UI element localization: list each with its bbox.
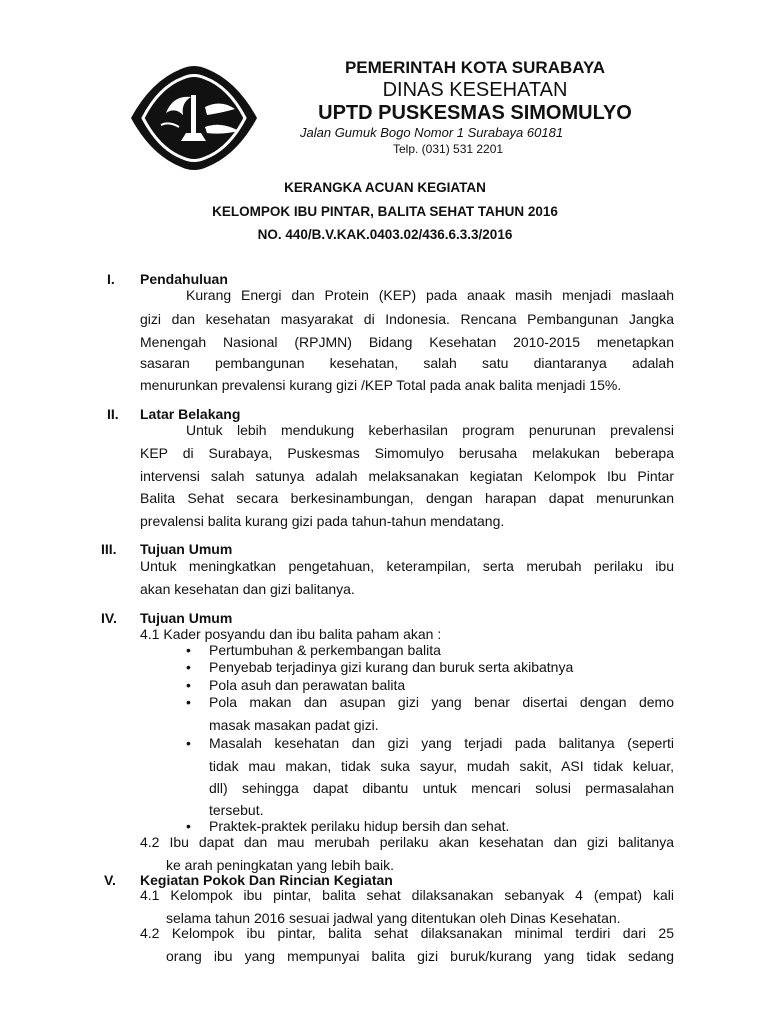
bullet-icon: • bbox=[186, 818, 191, 834]
section-2-line: prevalensi balita kurang gizi pada tahun-tahun mendatang. bbox=[140, 513, 505, 529]
bullet-icon: • bbox=[186, 677, 191, 693]
document-title: KERANGKA ACUAN KEGIATAN bbox=[284, 180, 486, 195]
section-5-number: V. bbox=[104, 872, 116, 888]
letterhead-institution: UPTD PUSKESMAS SIMOMULYO bbox=[318, 102, 632, 124]
surabaya-emblem-icon bbox=[121, 63, 267, 173]
bullet-icon: • bbox=[186, 642, 191, 658]
letterhead-government: PEMERINTAH KOTA SURABAYA bbox=[344, 58, 606, 77]
section-5-heading: Kegiatan Pokok Dan Rincian Kegiatan bbox=[140, 872, 393, 888]
bullet-icon: • bbox=[186, 694, 191, 710]
section-1-line: gizi dan kesehatan masyarakat di Indonesia. Rencana Pembangunan Jangka bbox=[140, 311, 674, 327]
section-5-item-1: 4.1 Kelompok ibu pintar, balita sehat dilaksanakan sebanyak 4 (empat) kali bbox=[140, 887, 674, 903]
section-1-number: I. bbox=[107, 271, 115, 287]
section-3-line: akan kesehatan dan gizi balitanya. bbox=[140, 581, 355, 597]
document-number: NO. 440/B.V.KAK.0403.02/436.6.3.3/2016 bbox=[257, 227, 513, 242]
section-1-heading: Pendahuluan bbox=[140, 271, 228, 287]
section-4-item-2-continued: ke arah peningkatan yang lebih baik. bbox=[166, 857, 395, 873]
letterhead-department: DINAS KESEHATAN bbox=[382, 79, 568, 101]
list-item: Penyebab terjadinya gizi kurang dan buruk serta akibatnya bbox=[209, 659, 574, 675]
bullet-icon: • bbox=[186, 659, 191, 675]
list-item-continued: tersebut. bbox=[209, 802, 264, 818]
section-3-line: Untuk meningkatkan pengetahuan, keterampilan, serta merubah perilaku ibu bbox=[140, 558, 674, 574]
list-item-continued: dll) sehingga dapat dibantu untuk mencari solusi permasalahan bbox=[209, 780, 674, 796]
section-5-item-2-continued: orang ibu yang mempunyai balita gizi buruk/kurang yang tidak sedang bbox=[166, 948, 674, 964]
list-item-continued: masak masakan padat gizi. bbox=[209, 717, 379, 733]
section-3-heading: Tujuan Umum bbox=[140, 541, 233, 557]
section-1-line: Menengah Nasional (RPJMN) Bidang Kesehatan 2010-2015 menetapkan bbox=[140, 334, 674, 350]
section-3-number: III. bbox=[101, 541, 117, 557]
section-1-line: Kurang Energi dan Protein (KEP) pada anaak masih menjadi maslaah bbox=[186, 287, 674, 303]
letterhead-address: Jalan Gumuk Bogo Nomor 1 Surabaya 60181 bbox=[300, 125, 564, 140]
section-2-heading: Latar Belakang bbox=[140, 406, 241, 422]
section-2-line: intervensi salah satunya adalah melaksanakan kegiatan Kelompok Ibu Pintar bbox=[140, 468, 674, 484]
section-2-line: KEP di Surabaya, Puskesmas Simomulyo berusaha melakukan beberapa bbox=[140, 445, 674, 461]
list-item: Masalah kesehatan dan gizi yang terjadi pada balitanya (seperti bbox=[209, 735, 674, 751]
list-item: Praktek-praktek perilaku hidup bersih dan sehat. bbox=[209, 818, 510, 834]
section-4-number: IV. bbox=[101, 610, 117, 626]
list-item-continued: tidak mau makan, tidak suka sayur, mudah sakit, ASI tidak keluar, bbox=[209, 758, 674, 774]
list-item: Pertumbuhan & perkembangan balita bbox=[209, 642, 441, 658]
list-item: Pola asuh dan perawatan balita bbox=[209, 677, 406, 693]
section-2-line: Untuk lebih mendukung keberhasilan program penurunan prevalensi bbox=[186, 422, 674, 438]
bullet-icon: • bbox=[186, 735, 191, 751]
section-2-line: Balita Sehat secara berkesinambungan, dengan harapan dapat menurunkan bbox=[140, 490, 674, 506]
section-1-line: menurunkan prevalensi kurang gizi /KEP Total pada anak balita menjadi 15%. bbox=[140, 377, 622, 393]
section-5-item-1-continued: selama tahun 2016 sesuai jadwal yang ditentukan oleh Dinas Kesehatan. bbox=[166, 910, 621, 926]
section-4-item-2: 4.2 Ibu dapat dan mau merubah perilaku akan kesehatan dan gizi balitanya bbox=[140, 834, 674, 850]
document-subtitle: KELOMPOK IBU PINTAR, BALITA SEHAT TAHUN 2016 bbox=[212, 204, 558, 219]
section-1-line: sasaran pembangunan kesehatan, salah satu diantaranya adalah bbox=[140, 355, 674, 371]
list-item: Pola makan dan asupan gizi yang benar disertai dengan demo bbox=[209, 694, 674, 710]
section-2-number: II. bbox=[107, 406, 119, 422]
section-4-item-1: 4.1 Kader posyandu dan ibu balita paham akan : bbox=[140, 626, 442, 642]
section-5-item-2: 4.2 Kelompok ibu pintar, balita sehat dilaksanakan minimal terdiri dari 25 bbox=[140, 925, 674, 941]
letterhead-phone: Telp. (031) 531 2201 bbox=[393, 142, 504, 156]
section-4-heading: Tujuan Umum bbox=[140, 610, 233, 626]
